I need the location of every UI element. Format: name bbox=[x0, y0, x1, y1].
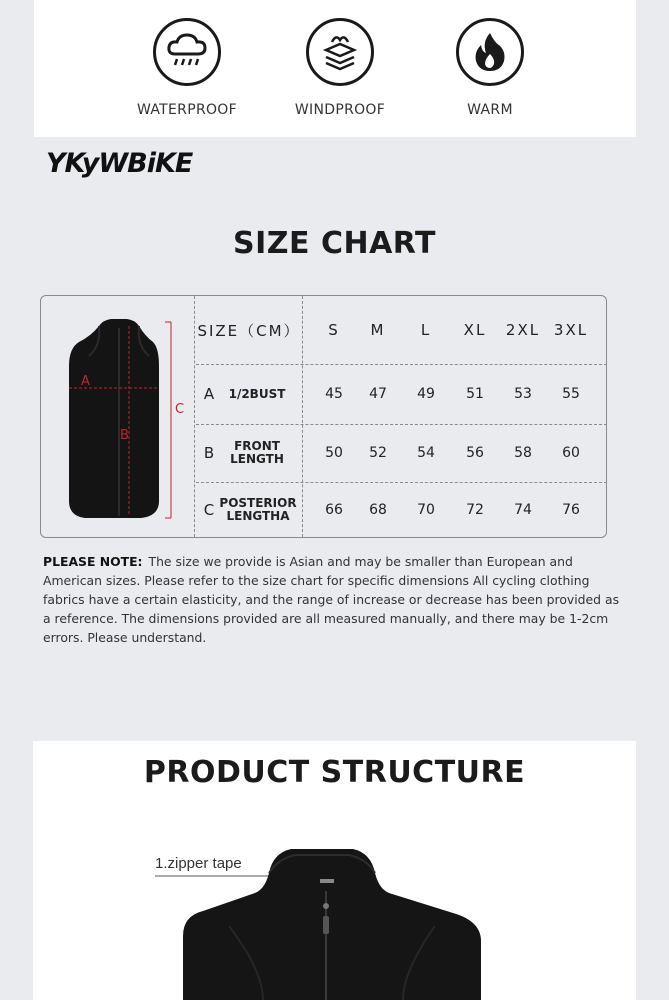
table-cell: 50 bbox=[325, 445, 343, 461]
wind-layers-icon bbox=[306, 18, 374, 86]
row-name: POSTERIOR LENGTHA bbox=[219, 496, 297, 523]
row-letter: C bbox=[203, 501, 215, 519]
row-letter: A bbox=[203, 385, 215, 403]
table-cell: 45 bbox=[325, 386, 343, 402]
size-col-header: 3XL bbox=[553, 321, 589, 339]
table-cell: 58 bbox=[514, 445, 532, 461]
feature-waterproof bbox=[117, 18, 257, 118]
zipper-tape-label: 1.zipper tape bbox=[155, 855, 242, 872]
diagram-label-c: C bbox=[175, 402, 185, 417]
size-note bbox=[43, 552, 623, 647]
size-header-label: SIZE（CM） bbox=[197, 321, 301, 340]
size-col-header: 2XL bbox=[505, 321, 541, 339]
brand-logo: YKyWBiKE bbox=[46, 148, 193, 179]
feature-warm bbox=[420, 18, 560, 118]
row-name: 1/2BUST bbox=[228, 386, 286, 401]
size-chart bbox=[40, 295, 607, 538]
table-cell: 49 bbox=[417, 386, 435, 402]
table-cell: 68 bbox=[369, 502, 387, 518]
vest-structure-image bbox=[33, 741, 636, 1000]
note-text: The size we provide is Asian and may be smaller than European and American sizes. Please refer to the size chart for specific dimensions All cycling clothing fabrics have a certain elasticity, and the range of increase or decrease has been provided as a reference. The dimensions provided are all measured manually, and there may be 1-2cm errors. Please understand. bbox=[43, 554, 620, 645]
product-structure-title: PRODUCT STRUCTURE bbox=[143, 755, 526, 790]
feature-label: WATERPROOF bbox=[137, 102, 237, 118]
table-cell: 53 bbox=[514, 386, 532, 402]
size-col-header: XL bbox=[463, 321, 487, 339]
row-letter: B bbox=[203, 444, 215, 462]
size-col-header: S bbox=[328, 321, 340, 339]
table-cell: 51 bbox=[466, 386, 484, 402]
size-col-header: L bbox=[420, 321, 432, 339]
table-cell: 54 bbox=[417, 445, 435, 461]
product-structure-panel bbox=[33, 741, 636, 1000]
size-col-header: M bbox=[370, 321, 386, 339]
table-cell: 60 bbox=[562, 445, 580, 461]
feature-label: WARM bbox=[467, 102, 513, 118]
rain-cloud-icon bbox=[153, 18, 221, 86]
table-cell: 70 bbox=[417, 502, 435, 518]
diagram-label-b: B bbox=[120, 428, 129, 443]
feature-label: WINDPROOF bbox=[294, 102, 386, 118]
flame-icon bbox=[456, 18, 524, 86]
note-label: PLEASE NOTE: bbox=[43, 554, 143, 569]
table-cell: 72 bbox=[466, 502, 484, 518]
size-chart-title: SIZE CHART bbox=[232, 226, 437, 261]
features-panel bbox=[34, 0, 636, 137]
feature-windproof bbox=[270, 18, 410, 118]
table-cell: 56 bbox=[466, 445, 484, 461]
table-cell: 66 bbox=[325, 502, 343, 518]
table-cell: 74 bbox=[514, 502, 532, 518]
table-cell: 52 bbox=[369, 445, 387, 461]
table-cell: 47 bbox=[369, 386, 387, 402]
size-table bbox=[196, 296, 607, 537]
diagram-label-a: A bbox=[81, 374, 90, 389]
table-cell: 76 bbox=[562, 502, 580, 518]
vest-diagram bbox=[41, 296, 195, 537]
row-name: FRONT LENGTH bbox=[230, 439, 284, 466]
table-cell: 55 bbox=[562, 386, 580, 402]
